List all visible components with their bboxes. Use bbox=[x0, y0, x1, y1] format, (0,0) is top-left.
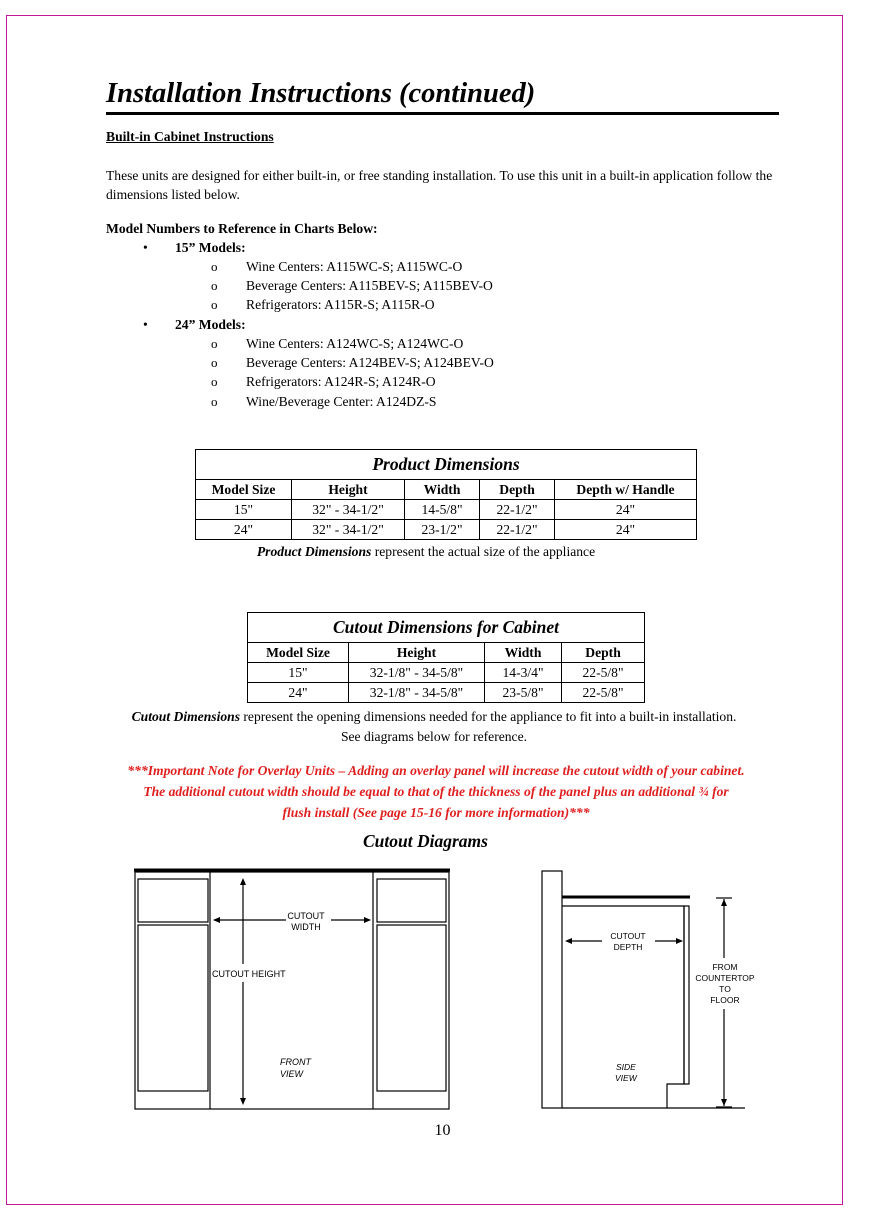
table-cell: 22-1/2" bbox=[480, 520, 555, 540]
table-cell: 14-3/4" bbox=[485, 663, 562, 683]
table-cell: 24" bbox=[248, 683, 349, 703]
table-cell: 32-1/8" - 34-5/8" bbox=[349, 683, 485, 703]
column-header: Depth bbox=[480, 480, 555, 500]
group-label: 15” Models: bbox=[175, 240, 246, 255]
table-row bbox=[196, 500, 697, 520]
note-text-line2: See diagrams below for reference. bbox=[340, 729, 528, 744]
list-item bbox=[211, 259, 463, 275]
table-cell: 24" bbox=[196, 520, 292, 540]
cutout-depth-label: CUTOUT bbox=[610, 931, 646, 941]
table-cell: 15" bbox=[196, 500, 292, 520]
diagrams-title: Cutout Diagrams bbox=[363, 831, 488, 851]
list-item-text: Refrigerators: A115R-S; A115R-O bbox=[246, 297, 435, 312]
table-cell: 22-1/2" bbox=[480, 500, 555, 520]
important-line-1: ***Important Note for Overlay Units – Adding an overlay panel will increase the cutout width of your cabinet. bbox=[127, 763, 745, 778]
list-item bbox=[211, 355, 494, 371]
side-view-label: SIDE bbox=[616, 1062, 636, 1072]
cutout-width-label: CUTOUT bbox=[287, 911, 325, 921]
table-header-row bbox=[248, 643, 645, 663]
page-heading: Installation Instructions (continued) bbox=[106, 78, 536, 109]
section-title: Built-in Cabinet Instructions bbox=[106, 129, 274, 144]
table-cell: 32-1/8" - 34-5/8" bbox=[349, 663, 485, 683]
table-cell: 24" bbox=[555, 520, 697, 540]
column-header: Width bbox=[405, 480, 480, 500]
list-item-text: Beverage Centers: A124BEV-S; A124BEV-O bbox=[246, 355, 494, 370]
left-drawer bbox=[138, 879, 208, 922]
important-line-3: flush install (See page 15-16 for more information)*** bbox=[282, 805, 590, 820]
table-cell: 15" bbox=[248, 663, 349, 683]
column-header: Depth bbox=[562, 643, 645, 663]
sub-bullet-icon: o bbox=[211, 336, 218, 351]
sub-bullet-icon: o bbox=[211, 394, 218, 409]
sub-bullet-icon: o bbox=[211, 259, 218, 274]
cutout-dimensions-table bbox=[247, 612, 645, 703]
column-header: Depth w/ Handle bbox=[555, 480, 697, 500]
page-number: 10 bbox=[434, 1122, 451, 1139]
list-item bbox=[211, 297, 435, 313]
intro-paragraph: These units are designed for either built-in, or free standing installation. To use this unit in a built-in application follow the dimensions listed below. bbox=[106, 168, 773, 202]
bullet-icon: • bbox=[143, 240, 148, 255]
note-text: represent the opening dimensions needed for the appliance to fit into a built-in installation. bbox=[240, 709, 737, 724]
table-cell: 23-5/8" bbox=[485, 683, 562, 703]
right-door bbox=[377, 925, 446, 1091]
table-cell: 22-5/8" bbox=[562, 663, 645, 683]
heading-rule bbox=[106, 112, 779, 115]
group-label: 24” Models: bbox=[175, 317, 246, 332]
group-24-label bbox=[143, 317, 246, 333]
note-emphasis: Cutout Dimensions bbox=[131, 709, 240, 724]
important-overlay-note bbox=[106, 760, 766, 823]
table-title: Cutout Dimensions for Cabinet bbox=[248, 613, 645, 643]
model-numbers-heading: Model Numbers to Reference in Charts Below: bbox=[106, 221, 378, 236]
door-panel bbox=[684, 906, 689, 1084]
list-item-text: Wine Centers: A115WC-S; A115WC-O bbox=[246, 259, 463, 274]
note-text: represent the actual size of the appliance bbox=[371, 544, 596, 559]
cutout-depth-label-2: DEPTH bbox=[613, 942, 643, 952]
table-cell: 22-5/8" bbox=[562, 683, 645, 703]
wall-section bbox=[542, 871, 562, 1108]
table-row bbox=[248, 663, 645, 683]
countertop-to-floor-label-4: FLOOR bbox=[710, 995, 740, 1005]
left-door bbox=[138, 925, 208, 1091]
sub-bullet-icon: o bbox=[211, 278, 218, 293]
cutout-width-label-2: WIDTH bbox=[291, 922, 321, 932]
table-cell: 14-5/8" bbox=[405, 500, 480, 520]
product-dimensions-table bbox=[195, 449, 697, 540]
list-item-text: Wine/Beverage Center: A124DZ-S bbox=[246, 394, 437, 409]
countertop-to-floor-label-3: TO bbox=[719, 984, 731, 994]
side-view-label-2: VIEW bbox=[615, 1073, 637, 1083]
list-item bbox=[211, 394, 437, 410]
front-view-label-2: VIEW bbox=[280, 1069, 304, 1079]
table-cell: 32" - 34-1/2" bbox=[292, 520, 405, 540]
table-cell: 24" bbox=[555, 500, 697, 520]
column-header: Width bbox=[485, 643, 562, 663]
right-drawer bbox=[377, 879, 446, 922]
list-item-text: Refrigerators: A124R-S; A124R-O bbox=[246, 374, 436, 389]
countertop-to-floor-label: FROM bbox=[712, 962, 738, 972]
column-header: Model Size bbox=[248, 643, 349, 663]
bullet-icon: • bbox=[143, 317, 148, 332]
important-line-2: The additional cutout width should be equal to that of the thickness of the panel plus an additional ¾ for bbox=[143, 784, 729, 799]
product-dimensions-note bbox=[106, 544, 746, 560]
cutout-height-label: CUTOUT HEIGHT bbox=[212, 969, 286, 979]
table-row bbox=[196, 520, 697, 540]
countertop-to-floor-label-2: COUNTERTOP bbox=[695, 973, 755, 983]
front-view-diagram bbox=[134, 866, 452, 1111]
list-item-text: Wine Centers: A124WC-S; A124WC-O bbox=[246, 336, 464, 351]
column-header: Model Size bbox=[196, 480, 292, 500]
list-item bbox=[211, 278, 493, 294]
note-emphasis: Product Dimensions bbox=[256, 544, 372, 559]
side-view-diagram bbox=[540, 866, 755, 1113]
table-cell: 23-1/2" bbox=[405, 520, 480, 540]
column-header: Height bbox=[349, 643, 485, 663]
table-row bbox=[248, 683, 645, 703]
list-item bbox=[211, 374, 436, 390]
front-view-label: FRONT bbox=[280, 1057, 311, 1067]
list-item-text: Beverage Centers: A115BEV-S; A115BEV-O bbox=[246, 278, 493, 293]
cutout-dimensions-note bbox=[106, 707, 762, 747]
table-header-row bbox=[196, 480, 697, 500]
table-title: Product Dimensions bbox=[196, 450, 697, 480]
sub-bullet-icon: o bbox=[211, 355, 218, 370]
column-header: Height bbox=[292, 480, 405, 500]
group-15-label bbox=[143, 240, 246, 256]
list-item bbox=[211, 336, 464, 352]
sub-bullet-icon: o bbox=[211, 374, 218, 389]
sub-bullet-icon: o bbox=[211, 297, 218, 312]
table-cell: 32" - 34-1/2" bbox=[292, 500, 405, 520]
